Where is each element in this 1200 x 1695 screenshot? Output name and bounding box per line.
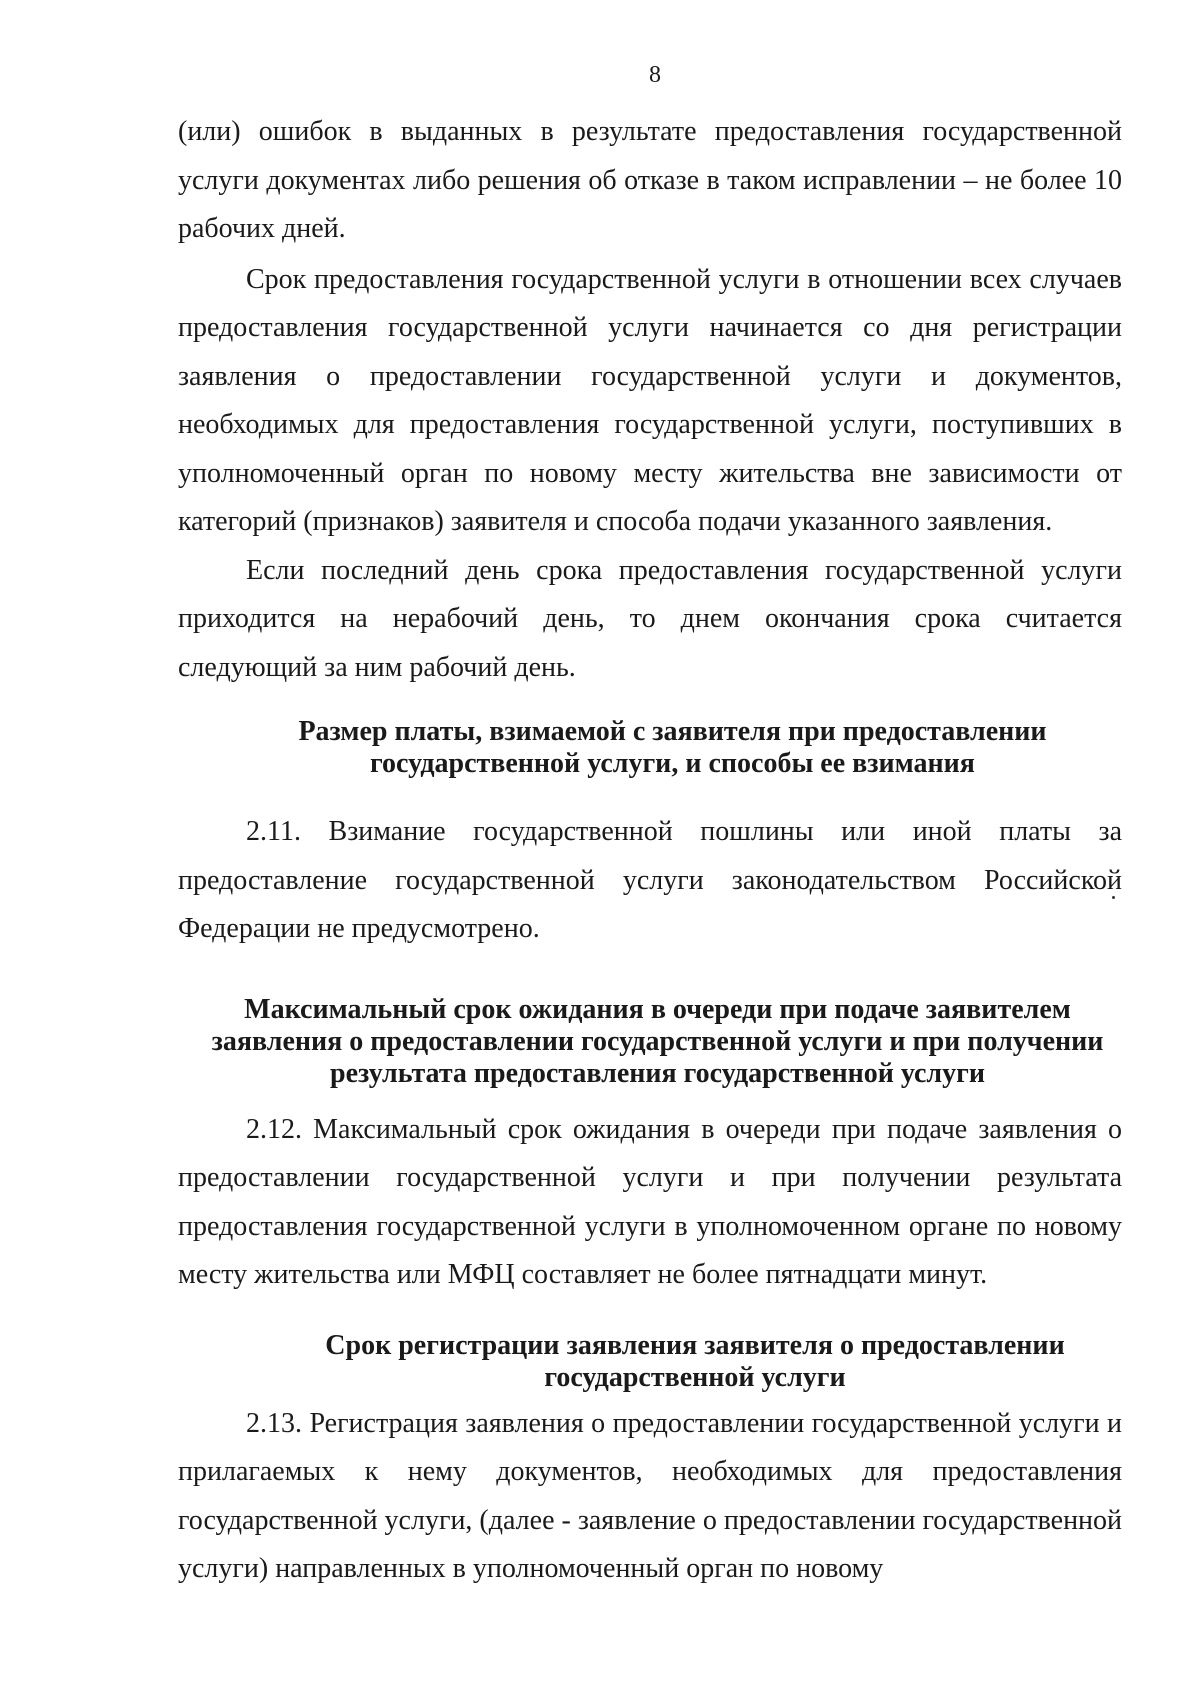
heading-payment-line2: государственной услуги, и способы ее взимания <box>370 748 975 779</box>
paragraph-error-correction-term: (или) ошибок в выданных в результате предоставления государственной услуги документах либо решения об отказе в таком исправлении – не более 10 рабочих дней. <box>178 116 1122 244</box>
paragraph-2-13: 2.13. Регистрация заявления о предоставлении государственной услуги и прилагаемых к нему документов, необходимых для предоставления государственной услуги, (далее - заявление о предоставлении государственной услуги) направленных в уполномоченный орган по новому <box>178 1407 1123 1584</box>
heading-payment <box>178 716 1122 780</box>
paragraph-nonworking-day: Если последний день срока предоставления государственной услуги приходится на нерабочий день, то днем окончания срока считается следующий за ним рабочий день. <box>178 554 1122 683</box>
heading-registration-line1: Срок регистрации заявления заявителя о предоставлении <box>325 1329 1065 1361</box>
document-body <box>178 108 1122 1594</box>
heading-queue-line1: Максимальный срок ожидания в очереди при подаче заявителем <box>244 993 1071 1025</box>
heading-queue-line3: результата предоставления государственной услуги <box>330 1057 985 1089</box>
paragraph-service-term-start: Срок предоставления государственной услуги в отношении всех случаев предоставления государственной услуги начинается со дня регистрации заявления о предоставлении государственной услуги и документов, необходимых для предоставления государственной услуги, поступивших в уполномоченный орган по новому месту жительства вне зависимости от категорий (признаков) заявителя и способа подачи указанного заявления. <box>178 263 1122 537</box>
heading-queue-time <box>178 994 1122 1090</box>
heading-queue-line2: заявления о предоставлении государственной услуги и при получении <box>211 1025 1104 1057</box>
paragraph-2-11: 2.11. Взимание государственной пошлины или иной платы за предоставление государственной услуги законодательством Российской Федерации не предусмотрено. <box>178 816 1122 944</box>
heading-registration-term <box>178 1330 1122 1394</box>
heading-payment-line1: Размер платы, взимаемой с заявителя при предоставлении <box>298 716 1047 747</box>
paragraph-2-12: 2.12. Максимальный срок ожидания в очереди при подаче заявления о предоставлении государственной услуги и при получении результата предоставления государственной услуги в уполномоченном органе по новому месту жительства или МФЦ составляет не более пятнадцати минут. <box>178 1113 1122 1290</box>
heading-registration-line2: государственной услуги <box>544 1361 846 1393</box>
scan-speck <box>1112 896 1115 899</box>
page-number: 8 <box>649 62 661 88</box>
